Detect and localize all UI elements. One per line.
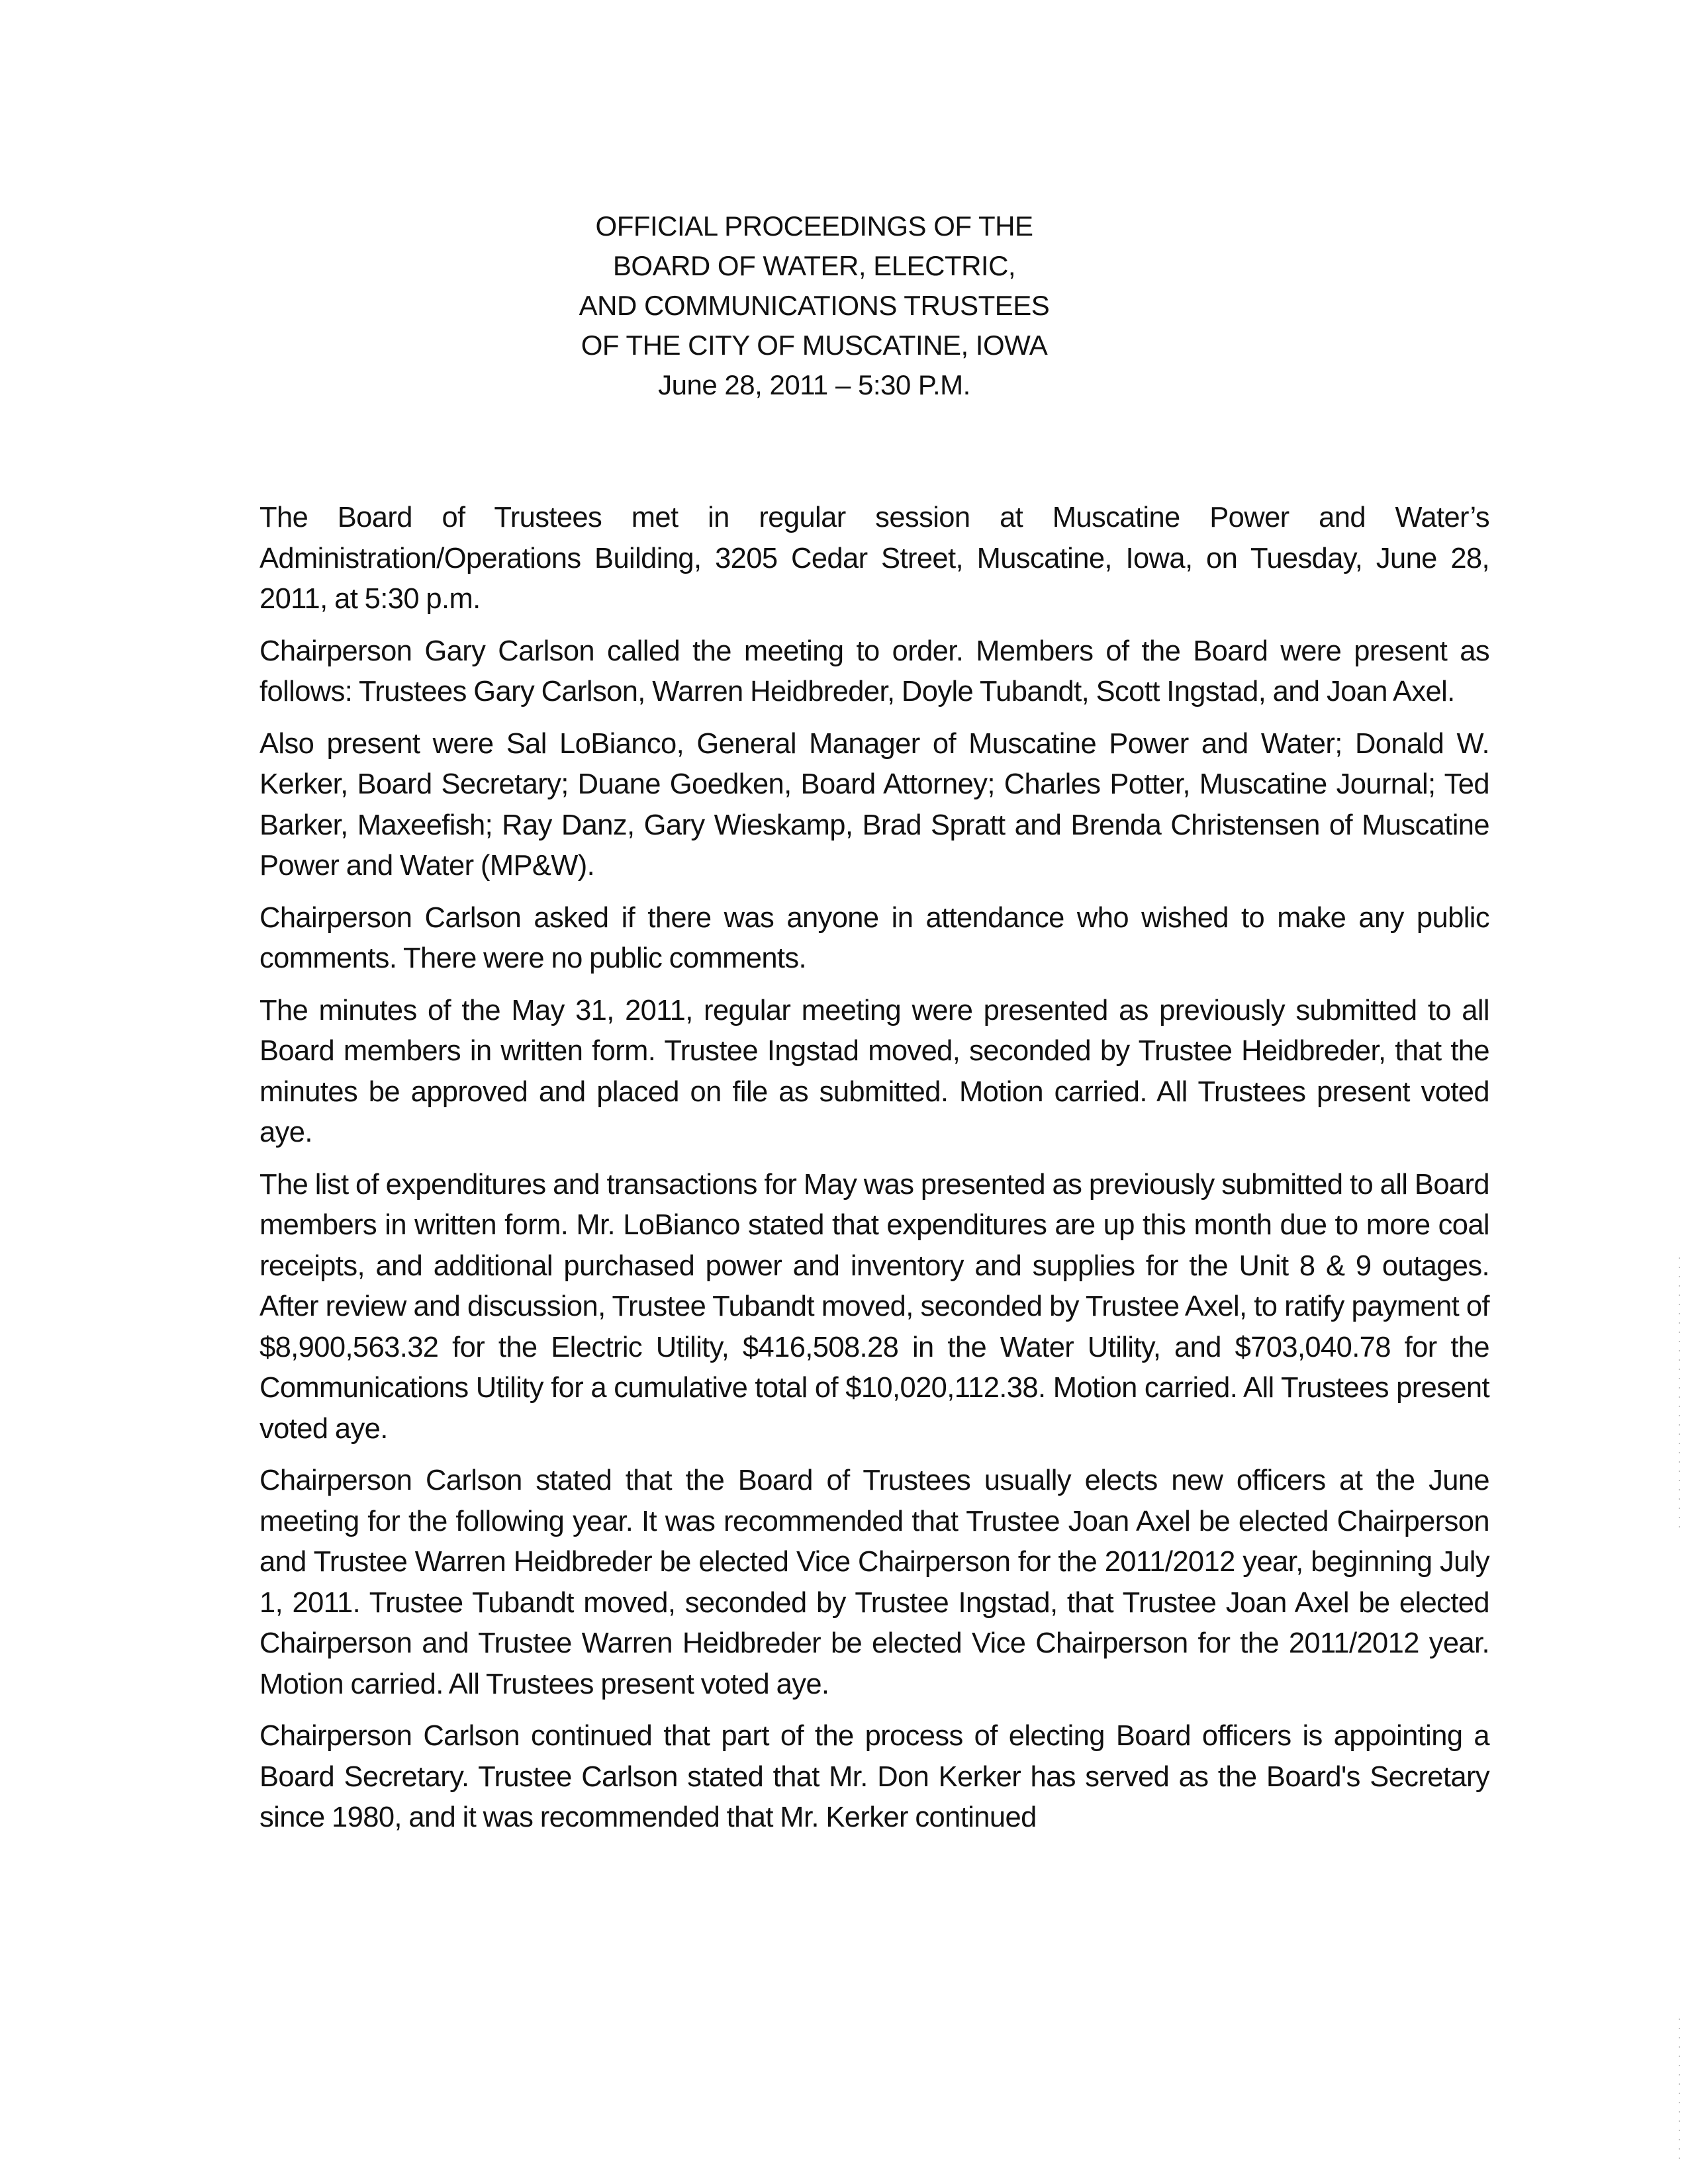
paragraph-minutes-approval: The minutes of the May 31, 2011, regular meeting were presented as previously submitted to all Board members in written form. Trustee Ingstad moved, seconded by Trustee Heidbreder, that the minutes be approved and placed on file as submitted. Motion carried. All Trustees present voted aye. bbox=[259, 994, 1489, 1148]
scan-artifact bbox=[1679, 2019, 1680, 2164]
paragraph-officer-election: Chairperson Carlson stated that the Board of Trustees usually elects new officers at the June meeting for the following year. It was recommended that Trustee Joan Axel be elected Chairperson and Trustee Warren Heidbreder be elected Vice Chairperson for the 2011/2012 year, beginning July 1, 2011. Trustee Tubandt moved, seconded by Trustee Ingstad, that Trustee Joan Axel be elected Chairperson and Trustee Warren Heidbreder be elected Vice Chairperson for the 2011/2012 year. Motion carried. All Trustees present voted aye. bbox=[259, 1465, 1489, 1700]
title-line-board: BOARD OF WATER, ELECTRIC, bbox=[612, 250, 1016, 281]
paragraph-meeting-location: The Board of Trustees met in regular session at Muscatine Power and Water’s Administration/Operations Building, 3205 Cedar Street, Muscatine, Iowa, on Tuesday, June 28, 2011, at 5:30 p.m. bbox=[259, 502, 1489, 615]
paragraph-public-comments: Chairperson Carlson asked if there was anyone in attendance who wished to make any public comments. There were no public comments. bbox=[259, 901, 1489, 974]
paragraph-call-to-order: Chairperson Gary Carlson called the meeting to order. Members of the Board were present as follows: Trustees Gary Carlson, Warren Heidbreder, Doyle Tubandt, Scott Ingstad, and Joan Axel. bbox=[259, 635, 1489, 707]
scan-artifact bbox=[1679, 1257, 1680, 1535]
document-body bbox=[259, 498, 1489, 1850]
title-line-proceedings: OFFICIAL PROCEEDINGS OF THE bbox=[595, 210, 1033, 242]
title-line-city: OF THE CITY OF MUSCATINE, IOWA bbox=[581, 330, 1048, 361]
title-line-date: June 28, 2011 – 5:30 P.M. bbox=[658, 369, 970, 400]
paragraph-expenditures: The list of expenditures and transactions for May was presented as previously submitted to all Board members in written form. Mr. LoBianco stated that expenditures are up this month due to more coal receipts, and additional purchased power and inventory and supplies for the Unit 8 & 9 outages. After review and discussion, Trustee Tubandt moved, seconded by Trustee Axel, to ratify payment of $8,900,563.32 for the Electric Utility, $416,508.28 in the Water Utility, and $703,040.78 for the Communications Utility for a cumulative total of $10,020,112.38. Motion carried. All Trustees present voted aye. bbox=[259, 1168, 1489, 1445]
document-title bbox=[546, 206, 1082, 405]
paragraph-board-secretary: Chairperson Carlson continued that part of the process of electing Board officers is appointing a Board Secretary. Trustee Carlson stated that Mr. Don Kerker has served as the Board's Secretary since 1980, and it was recommended that Mr. Kerker continued bbox=[259, 1720, 1489, 1833]
title-line-trustees: AND COMMUNICATIONS TRUSTEES bbox=[579, 290, 1050, 321]
paragraph-also-present: Also present were Sal LoBianco, General Manager of Muscatine Power and Water; Donald W. Kerker, Board Secretary; Duane Goedken, Board Attorney; Charles Potter, Muscatine Journal; Ted Barker, Maxeefish; Ray Danz, Gary Wieskamp, Brad Spratt and Brenda Christensen of Muscatine Power and Water (MP&W). bbox=[259, 727, 1489, 882]
